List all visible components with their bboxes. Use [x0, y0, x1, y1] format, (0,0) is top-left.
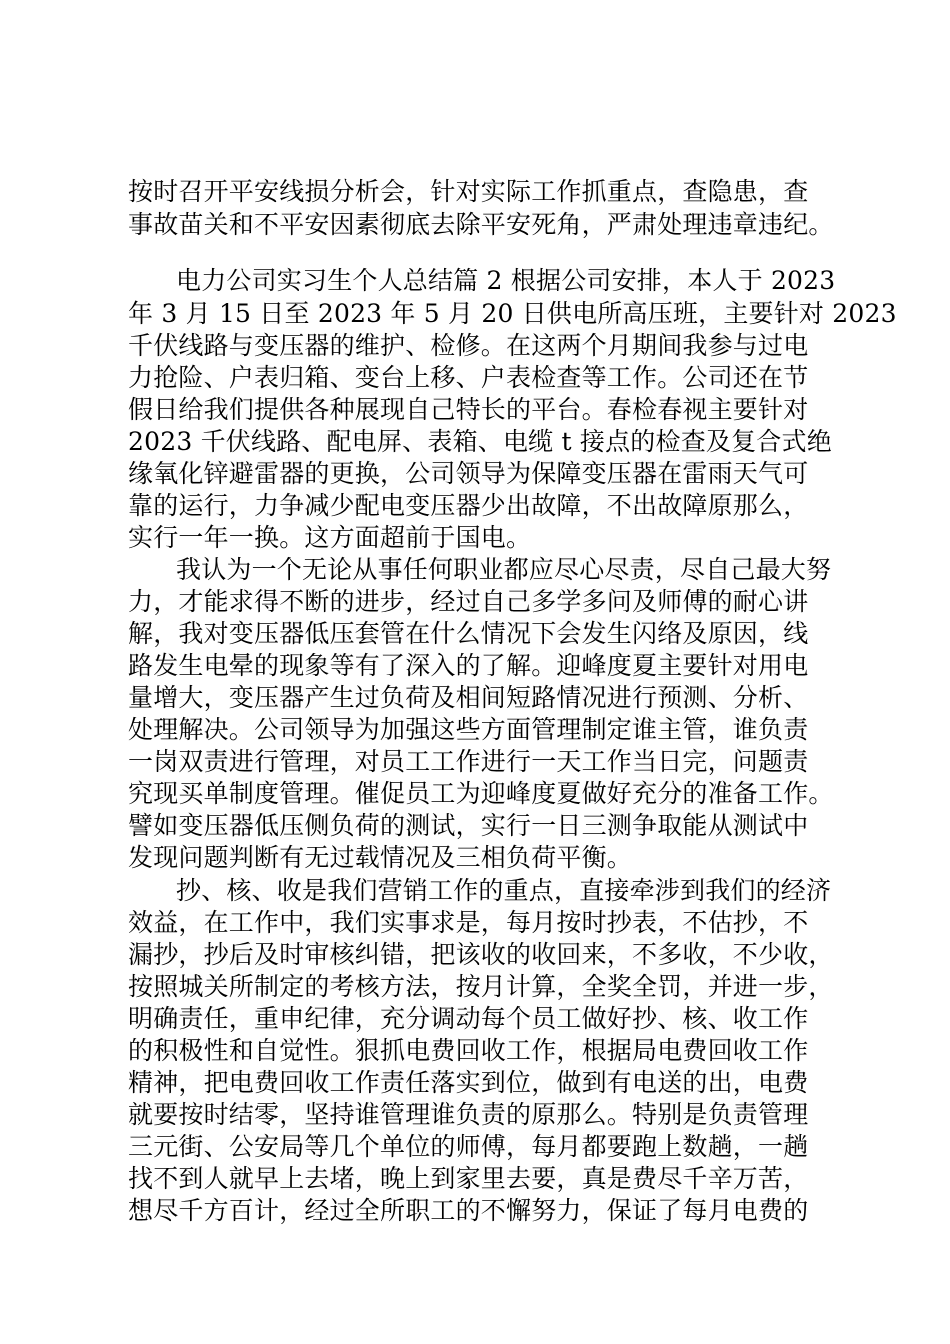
paragraph-2-line-8: 靠的运行，力争减少配电变压器少出故障，不出故障原那么，	[128, 491, 809, 520]
paragraph-2-line-7: 缘氧化锌避雷器的更换，公司领导为保障变压器在雷雨天气可	[128, 459, 809, 488]
paragraph-2-line-3: 千伏线路与变压器的维护、检修。在这两个月期间我参与过电	[128, 331, 809, 360]
paragraph-2-line-9: 实行一年一换。这方面超前于国电。	[128, 523, 532, 552]
paragraph-4-line-7: 精神，把电费回收工作责任落实到位，做到有电送的出，电费	[128, 1068, 809, 1097]
paragraph-3-line-8: 究现买单制度管理。催促员工为迎峰度夏做好充分的准备工作。	[128, 779, 834, 808]
paragraph-2-line-4: 力抢险、户表归箱、变台上移、户表检查等工作。公司还在节	[128, 363, 809, 392]
paragraph-1-line-1: 按时召开平安线损分析会，针对实际工作抓重点，查隐患，查	[128, 177, 809, 206]
paragraph-3-line-1: 我认为一个无论从事任何职业都应尽心尽责，尽自己最大努	[176, 555, 832, 584]
paragraph-2-line-1: 电力公司实习生个人总结篇 2 根据公司安排，本人于 2023	[176, 266, 836, 295]
paragraph-4-line-2: 效益，在工作中，我们实事求是，每月按时抄表，不估抄，不	[128, 908, 809, 937]
paragraph-3-line-4: 路发生电晕的现象等有了深入的了解。迎峰度夏主要针对用电	[128, 651, 809, 680]
paragraph-4-line-6: 的积极性和自觉性。狠抓电费回收工作，根据局电费回收工作	[128, 1036, 809, 1065]
paragraph-4-line-3: 漏抄，抄后及时审核纠错，把该收的收回来，不多收，不少收，	[128, 940, 834, 969]
paragraph-3-line-10: 发现问题判断有无过载情况及三相负荷平衡。	[128, 843, 633, 872]
paragraph-3-line-7: 一岗双责进行管理，对员工工作进行一天工作当日完，问题责	[128, 747, 809, 776]
paragraph-2-line-6: 2023 千伏线路、配电屏、表箱、电缆 t 接点的检查及复合式绝	[128, 427, 832, 456]
paragraph-4-line-4: 按照城关所制定的考核方法，按月计算，全奖全罚，并进一步，	[128, 972, 834, 1001]
paragraph-4-line-1: 抄、核、收是我们营销工作的重点，直接牵涉到我们的经济	[176, 876, 832, 905]
paragraph-4-line-11: 想尽千方百计，经过全所职工的不懈努力，保证了每月电费的	[128, 1196, 809, 1225]
paragraph-3-line-6: 处理解决。公司领导为加强这些方面管理制定谁主管，谁负责	[128, 715, 809, 744]
paragraph-4-line-10: 找不到人就早上去堵，晚上到家里去要，真是费尽千辛万苦，	[128, 1164, 809, 1193]
paragraph-1-line-2: 事故苗关和不平安因素彻底去除平安死角，严肃处理违章违纪。	[128, 210, 834, 239]
paragraph-4-line-5: 明确责任，重申纪律，充分调动每个员工做好抄、核、收工作	[128, 1004, 809, 1033]
paragraph-4-line-8: 就要按时结零，坚持谁管理谁负责的原那么。特别是负责管理	[128, 1100, 809, 1129]
paragraph-4-line-9: 三元街、公安局等几个单位的师傅，每月都要跑上数趟，一趟	[128, 1132, 809, 1161]
paragraph-2-line-2: 年 3 月 15 日至 2023 年 5 月 20 日供电所高压班，主要针对 2023	[128, 299, 897, 328]
paragraph-3-line-2: 力，才能求得不断的进步，经过自己多学多问及师傅的耐心讲	[128, 587, 809, 616]
paragraph-2-line-5: 假日给我们提供各种展现自己特长的平台。春检春视主要针对	[128, 395, 809, 424]
paragraph-3-line-5: 量增大，变压器产生过负荷及相间短路情况进行预测、分析、	[128, 683, 809, 712]
paragraph-3-line-9: 譬如变压器低压侧负荷的测试，实行一日三测争取能从测试中	[128, 811, 809, 840]
paragraph-3-line-3: 解，我对变压器低压套管在什么情况下会发生闪络及原因，线	[128, 619, 809, 648]
